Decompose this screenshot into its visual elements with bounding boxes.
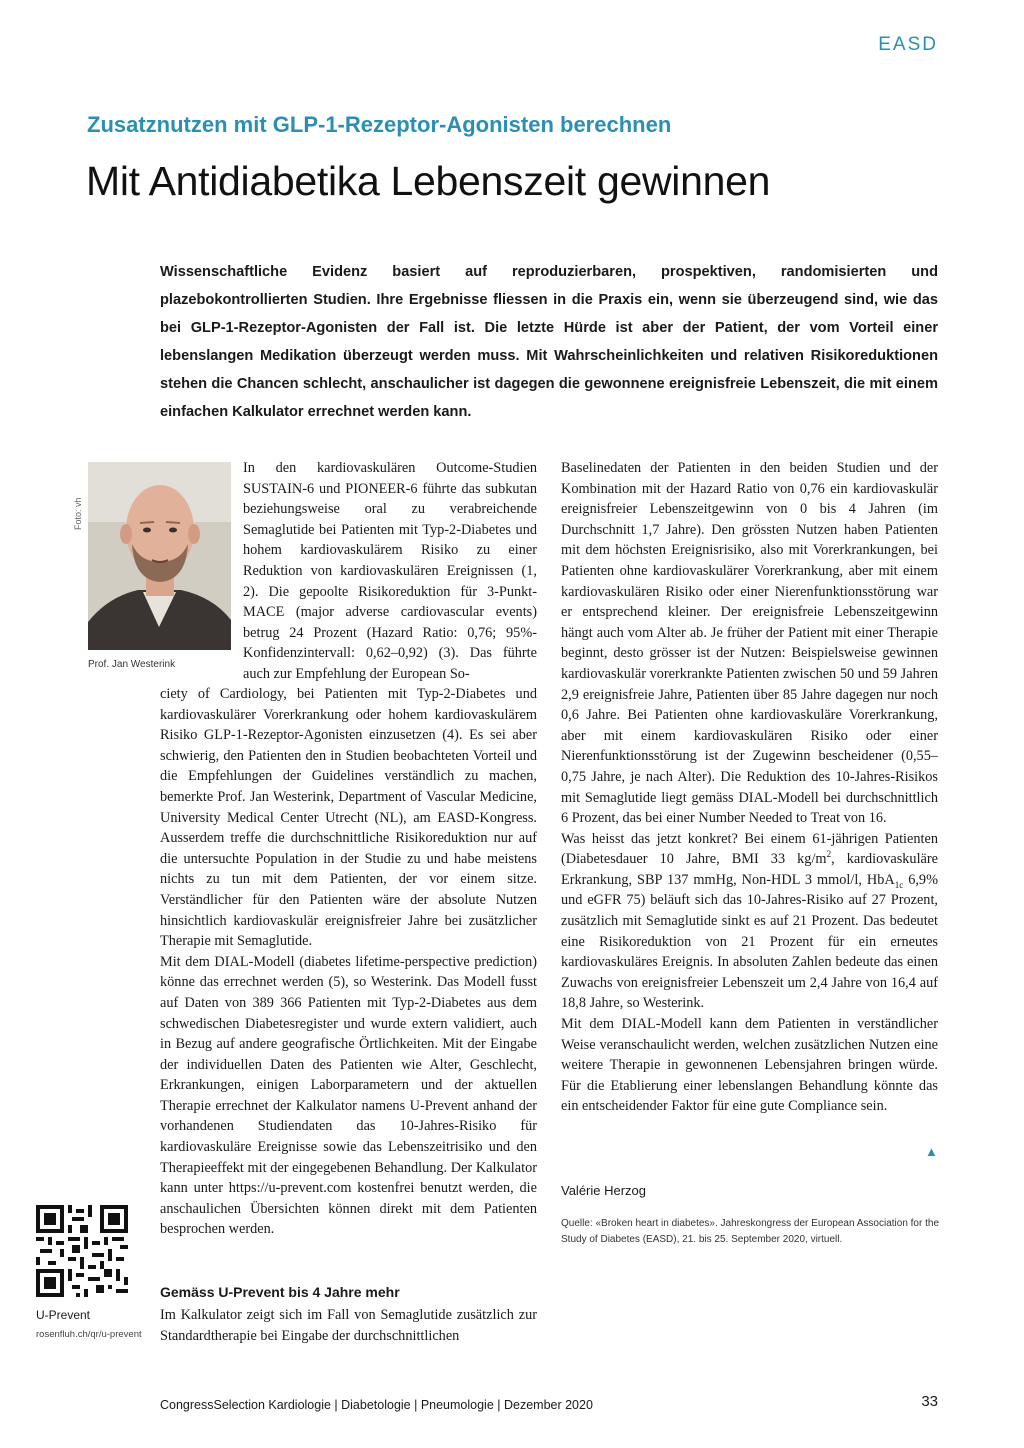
article-title: Mit Antidiabetika Lebenszeit gewinnen — [86, 158, 771, 204]
body-paragraph: ciety of Cardiology, bei Patienten mit Typ-2-Diabetes und kardiovaskulärer Vorerkrankung oder hohem kardiovaskulärem Risiko GLP-1-Rezeptor-Agonisten einzusetzen (4). Es sei aber schwierig, den Patienten den in Studien beobachteten Vorteil und die Empfehlungen der Guidelines verständlich zu machen, bemerkte Prof. Jan Westerink, Department of Vascular Medicine, University Medical Center Utrecht (NL), am EASD-Kongress. Ausserdem treffe die durchschnittliche Risikoreduktion nur auf die untersuchte Population in der Studie zu und habe meistens nichts zu tun mit dem Patienten, der vor einem sitze. Verständlicher für den Patienten wäre der absolute Nutzen hinsichtlich kardiovaskulär ereignisfreier Jahre bei zusätzlicher Therapie mit Semaglutide. — [160, 686, 537, 950]
text-run: , kardiovaskuläre Erkrankung, SBP 137 mmHg, Non-HDL 3 mmol/l, HbA — [561, 851, 938, 888]
article-author: Valérie Herzog — [561, 1183, 647, 1198]
body-column-1 — [160, 684, 537, 1240]
qr-label: U-Prevent — [36, 1308, 91, 1322]
body-paragraph — [561, 829, 938, 1014]
photo-caption: Prof. Jan Westerink — [88, 659, 176, 670]
subscript: 1c — [894, 879, 904, 890]
body-paragraph: Mit dem DIAL-Modell (diabetes lifetime-perspective prediction) könne das errechnet werden (5), so Westerink. Das Modell fusst auf Daten von 389 366 Patienten mit Typ-2-Diabetes aus dem schwedischen Diabetesregister und wurde extern validiert, auch in Bezug auf andere geografische Örtlichkeiten. Mit der Eingabe der individuellen Daten des Patienten wie Alter, Geschlecht, Erkrankungen, einigen Laborparametern und der aktuellen Therapie errechnet der Kalkulator namens U-Prevent anhand der vorhandenen Studiendaten das 10-Jahres-Risiko für kardiovaskuläre Ereignisse sowie das Lebenszeitrisiko und den Therapieeffekt mit der eingegebenen Behandlung. Der Kalkulator kann unter https://u-prevent.com kostenfrei benutzt werden, die anschaulichen Übersichten können direkt mit dem Patienten besprochen werden. — [160, 953, 537, 1238]
article-lead: Wissenschaftliche Evidenz basiert auf reproduzierbaren, prospektiven, randomisierten und plazebokontrollierten Studien. Ihre Ergebnisse fliessen in die Praxis ein, wenn sie überzeugend sind, wie das bei GLP-1-Rezeptor-Agonisten der Fall ist. Die letzte Hürde ist aber der Patient, der vom Vorteil einer lebenslangen Medikation überzeugt werden muss. Mit Wahrscheinlichkeiten und relativen Risikoreduktionen stehen die Chancen schlecht, anschaulicher ist dagegen die gewonnene ereignisfreie Lebenszeit, die mit einem einfachen Kalkulator errechnet werden kann. — [160, 264, 938, 420]
body-paragraph: In den kardiovaskulären Outcome-Studien SUSTAIN-6 und PIONEER-6 führte das subkutan beziehungsweise oral zu verabreichende Semaglutide bei Patienten mit Typ-2-Diabetes und hohem kardiovaskulärem Risiko zu einer Reduktion von kardiovaskulären Ereignissen (1, 2). Die gepoolte Risikoreduktion für 3-Punkt-MACE (major adverse cardiovascular events) betrug 24 Prozent (Hazard Ratio: 0,76; 95%-Konfidenzintervall: 0,62–0,92) (3). Das führte auch zur Empfehlung der European So- — [243, 460, 537, 682]
body-paragraph: Im Kalkulator zeigt sich im Fall von Semaglutide zusätzlich zur Standardtherapie bei Eingabe der durchschnittlichen — [160, 1307, 537, 1344]
superscript: 2 — [826, 849, 832, 860]
body-paragraph: Mit dem DIAL-Modell kann dem Patienten in verständlicher Weise veranschaulicht werden, welchen zusätzlichen Nutzen eine weitere Therapie in gewonnenen Lebensjahren bringen würde. Für die Etablierung einer lebenslangen Behandlung könnte das ein entscheidender Faktor für eine gute Compliance sein. — [561, 1016, 938, 1115]
qr-code[interactable] — [36, 1205, 128, 1297]
section-label: EASD — [878, 34, 938, 55]
body-paragraph: Baselinedaten der Patienten in den beiden Studien und der Kombination mit der Hazard Ratio von 0,76 ein kardiovaskulär ereignisfreier Lebenszeitgewinn von 0 bis 4 Jahren (im Durchschnitt 1,7 Jahre). Den grössten Nutzen haben Patienten mit dem höchsten Ereignisrisiko, also mit Vorerkrankungen, bei Patienten ohne kardiovaskulärer Vorerkrankung, aber mit einem kardiovaskulären Risiko oder einer Nierenfunktionsstörung war er entsprechend kleiner. Der ereignisfreie Lebenszeitgewinn hängt auch vom Alter ab. Je früher der Patient mit einer Therapie beginnt, desto grösser ist der Nutzen: Beispielsweise gewinnen kardiovaskulär vorerkrankte Patienten zwischen 50 und 59 Jahren 2,9 ereignisfreie Jahre, Patienten über 85 Jahre dagegen nur noch 0,6 Jahre. Bei Patienten ohne kardiovaskuläre Vorerkrankung, aber mit einem kardiovaskulären Risiko oder einer Nierenfunktionsstörung ist der Zugewinn bescheidener (0,55–0,75 Jahre, je nach Alter). Die Reduktion des 10-Jahres-Risikos mit Semaglutide liegt gemäss DIAL-Modell bei durchschnittlich 6 Prozent, das bei einer Number Needed to Treat von 16. — [561, 460, 938, 827]
body-column-1-intro — [243, 458, 537, 685]
photo-credit: Foto: vh — [73, 497, 83, 530]
author-photo — [88, 462, 231, 650]
section-subheading: Gemäss U-Prevent bis 4 Jahre mehr — [160, 1284, 400, 1300]
article-source: Quelle: «Broken heart in diabetes». Jahreskongress der European Association for the Study of Diabetes (EASD), 21. bis 25. September 2020, virtuell. — [561, 1218, 940, 1245]
body-column-2 — [561, 458, 938, 1117]
end-of-article-triangle-icon: ▲ — [925, 1144, 938, 1159]
article-kicker: Zusatznutzen mit GLP-1-Rezeptor-Agonisten berechnen — [87, 112, 672, 137]
footer-publication: CongressSelection Kardiologie | Diabetologie | Pneumologie | Dezember 2020 — [160, 1398, 593, 1412]
qr-url[interactable]: rosenfluh.ch/qr/u-prevent — [36, 1329, 142, 1340]
page-number: 33 — [921, 1393, 938, 1410]
body-column-1-bottom — [160, 1305, 537, 1346]
text-run: 6,9% und eGFR 75) beläuft sich das 10-Jahres-Risiko auf 27 Prozent, zusätzlich mit Semaglutide sinkt es auf 21 Prozent. Das bedeutet eine Risikoreduktion von 21 Prozent für ein erneutes kardiovaskuläres Ereignis. In absoluten Zahlen bedeute das einen Zuwachs von ereignisfreier Lebenszeit um 2,4 Jahre von 16,4 auf 18,8 Jahre, so Westerink. — [561, 871, 938, 1012]
text-run: Was heisst das jetzt konkret? Bei einem 61-jährigen Patienten (Diabetesdauer 10 Jahre, BMI 33 kg/m — [561, 830, 938, 868]
